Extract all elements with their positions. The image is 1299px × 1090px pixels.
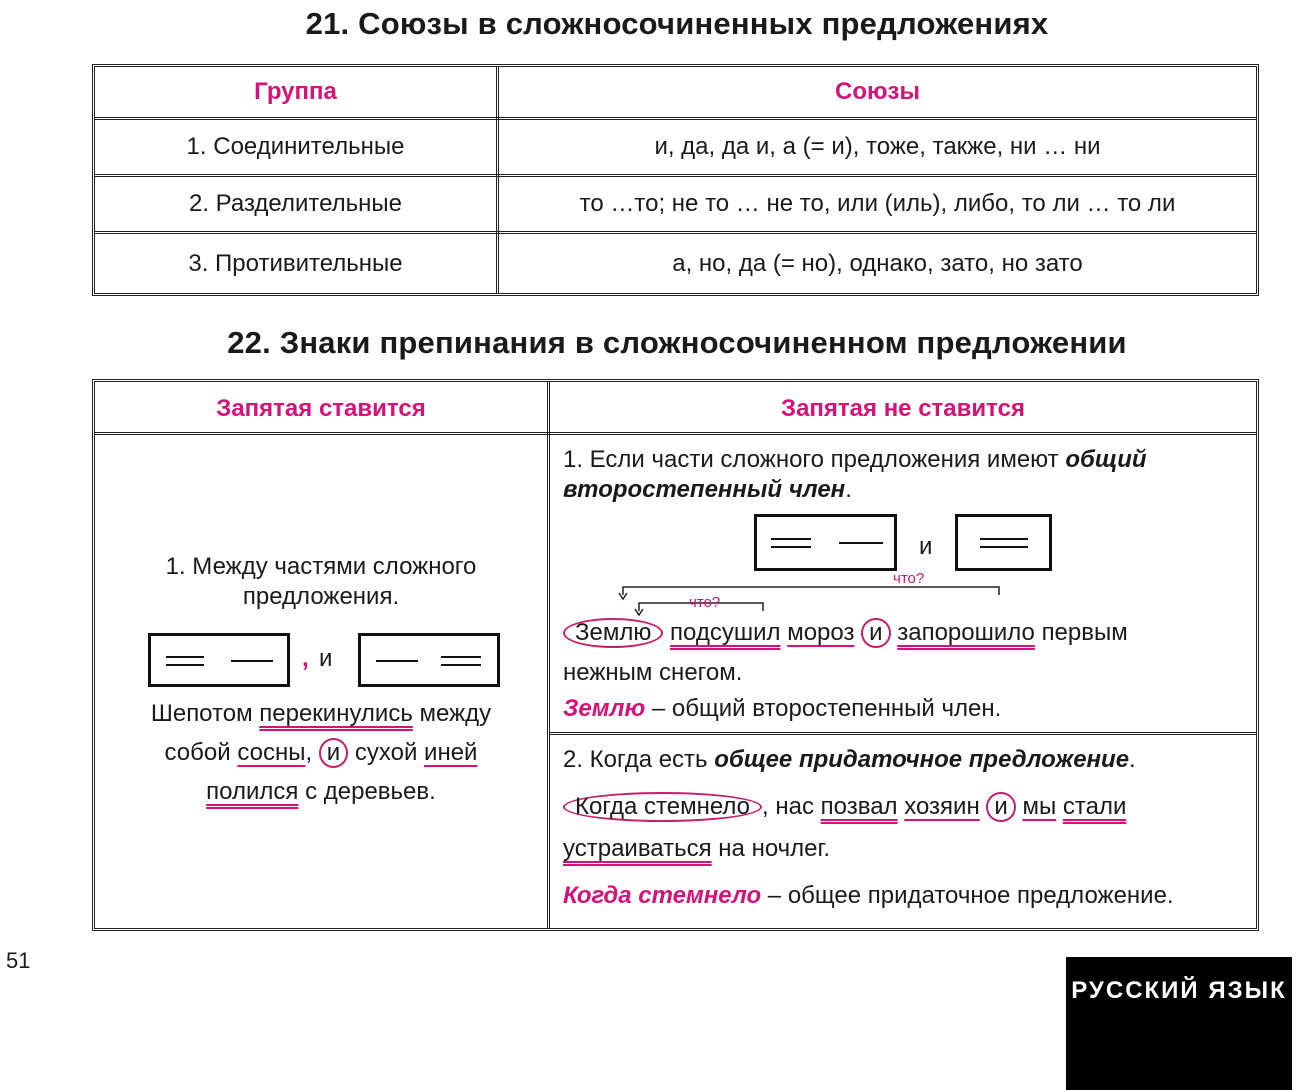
conjunction-circle: и	[861, 618, 890, 648]
header-comma-no: Запятая не ставится	[781, 395, 1025, 422]
section-22-title: 22. Знаки препинания в сложносочиненном предложении	[227, 325, 1127, 360]
header-group: Группа	[254, 78, 337, 105]
header-conjunctions: Союзы	[835, 78, 920, 105]
question-label: что?	[893, 570, 925, 587]
question-label: что?	[689, 594, 721, 611]
rule-text: 1. Между частями сложного	[165, 553, 477, 580]
page-number: 51	[6, 948, 31, 973]
table-row-conjunctions: то …то; не то … не то, или (иль), либо, то ли … то ли	[579, 190, 1176, 217]
conjunction-circle: и	[319, 738, 348, 768]
table-row-group: 2. Разделительные	[188, 190, 403, 217]
table-divider	[547, 382, 550, 928]
sentence-part-scheme	[955, 514, 1052, 571]
example-line: нежным снегом.	[563, 659, 743, 686]
header-comma-yes: Запятая ставится	[216, 395, 426, 422]
table-row-conjunctions: и, да, да и, а (= и), тоже, также, ни … ни	[654, 133, 1101, 160]
scheme-conjunction: и	[319, 645, 333, 672]
table-row-conjunctions: а, но, да (= но), однако, зато, но зато	[672, 249, 1083, 277]
scheme-comma: ,	[302, 645, 309, 672]
conjunctions-table	[92, 64, 1259, 296]
example-line: Землю подсушил мороз и запорошило первым	[563, 618, 1128, 648]
example-line: полился с деревьев.	[206, 778, 436, 805]
clause-oval: Когда стемнело	[563, 792, 762, 822]
example-line: устраиваться на ночлег.	[563, 835, 830, 862]
example-line: Шепотом перекинулись между	[150, 700, 492, 727]
rule-text: 2. Когда есть общее придаточное предложение.	[563, 746, 1136, 773]
member-oval: Землю	[563, 618, 663, 648]
note-line: Когда стемнело – общее придаточное предложение.	[563, 882, 1174, 909]
punctuation-table	[92, 379, 1259, 931]
note-line: Землю – общий второстепенный член.	[563, 695, 1002, 722]
dependency-arrows	[555, 567, 1015, 617]
table-divider	[549, 732, 1256, 735]
subject-badge: РУССКИЙ ЯЗЫК	[1066, 957, 1292, 1090]
sentence-part-scheme	[148, 633, 290, 687]
rule-text: 1. Если части сложного предложения имеют общий	[563, 446, 1147, 473]
example-line: Когда стемнело , нас позвал хозяин и мы стали	[563, 792, 1126, 822]
sentence-part-scheme	[358, 633, 500, 687]
section-21-title: 21. Союзы в сложносочиненных предложениях	[305, 6, 1049, 41]
sentence-part-scheme	[754, 514, 897, 571]
rule-text: второстепенный член.	[563, 476, 852, 503]
conjunction-circle: и	[986, 792, 1015, 822]
example-line: собой сосны, и сухой иней	[164, 739, 478, 766]
table-row-group: 3. Противительные	[188, 249, 403, 277]
rule-text: предложения.	[242, 583, 400, 610]
scheme-conjunction: и	[919, 533, 933, 560]
table-divider	[95, 432, 1256, 435]
table-row-group: 1. Соединительные	[186, 133, 405, 160]
